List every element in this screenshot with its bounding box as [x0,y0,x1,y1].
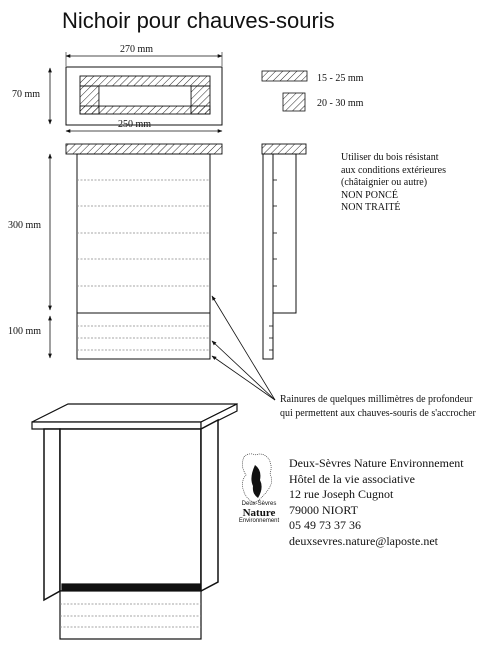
grooves-note-line: Rainures de quelques millimètres de profondeur [280,394,473,405]
wood-note-line: NON PONCÉ [341,189,398,201]
groove-leaders [212,296,275,400]
dimension-top-height: 70 mm [12,89,41,100]
dimension-front-width: 250 mm [118,119,152,130]
dsne-logo-text: Deux-Sèvres Nature Environnement [238,501,280,524]
dimension-front-lower-height: 100 mm [8,326,42,337]
organisation-name: Deux-Sèvres Nature Environnement [289,456,464,470]
dsne-logo-icon [242,454,271,503]
organisation-phone: 05 49 73 37 36 [289,518,361,533]
front-view [50,144,222,359]
page-title: Nichoir pour chauves-souris [62,8,335,33]
legend-label-thin: 15 - 25 mm [317,73,364,84]
organisation-street: 12 rue Joseph Cugnot [289,487,394,502]
wood-note-line: NON TRAITÉ [341,202,401,213]
organisation-venue: Hôtel de la vie associative [289,471,415,486]
organisation-email: deuxsevres.nature@laposte.net [289,533,438,548]
wood-note-line: Utiliser du bois résistant [341,152,439,163]
legend-swatch-thick [283,93,305,111]
dimension-top-width: 270 mm [120,44,154,55]
side-view [262,144,306,359]
organisation-contact [289,456,464,550]
perspective-view [32,404,237,639]
grooves-note [280,393,476,421]
wood-note-line: (châtaignier ou autre) [341,177,428,188]
wood-note [341,152,446,215]
organisation-city: 79000 NIORT [289,502,358,517]
legend-swatch-thin [262,71,307,81]
dimension-front-upper-height: 300 mm [8,220,42,231]
grooves-note-line: qui permettent aux chauves-souris de s'accrocher [280,408,476,419]
material-legend [262,71,307,111]
legend-label-thick: 20 - 30 mm [317,98,364,109]
wood-note-line: aux conditions extérieures [341,164,446,176]
